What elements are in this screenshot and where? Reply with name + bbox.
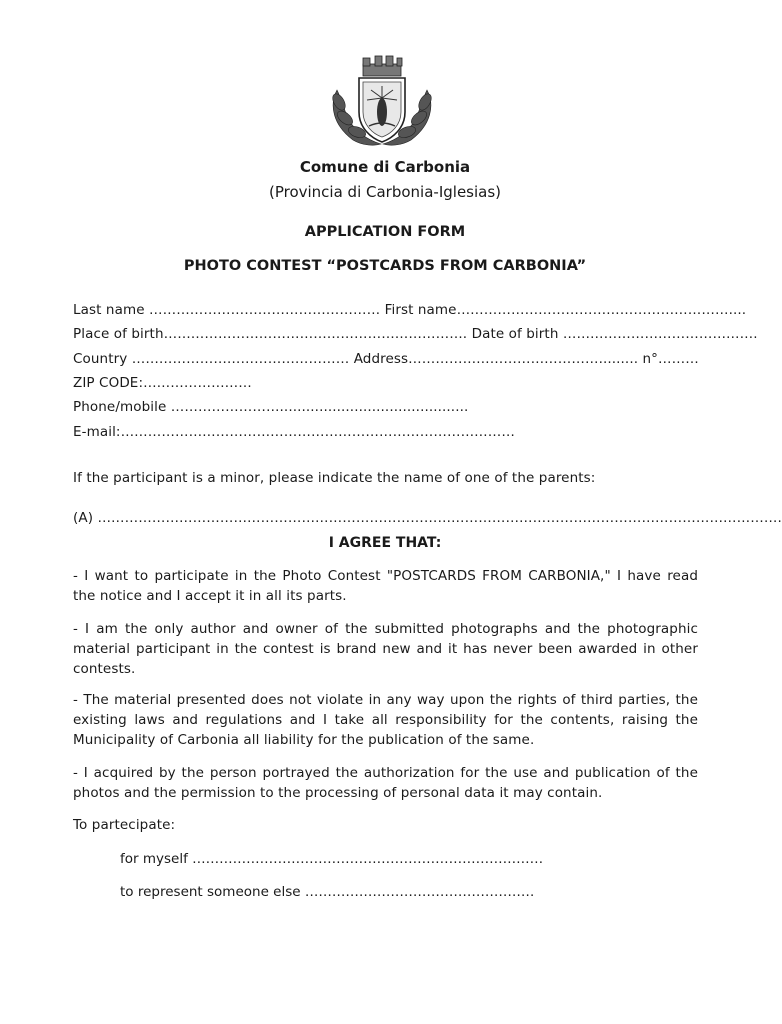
agreement-heading: I AGREE THAT:	[328, 535, 442, 551]
participation-label: To partecipate:	[73, 817, 176, 833]
minor-question: If the participant is a minor, please indicate the name of one of the parents:	[73, 470, 596, 486]
address-field-line[interactable]: Country ………………………………………… Address……………………………………......... n°………	[73, 351, 699, 367]
province-subtitle: (Provincia di Carbonia-Iglesias)	[268, 183, 502, 201]
name-field-line[interactable]: Last name …………………………………………… First name……………………………………………………....	[73, 302, 747, 318]
participate-other-line[interactable]: to represent someone else ……………………………………………	[120, 884, 535, 900]
agreement-clause: - I am the only author and owner of the submitted photographs and the photographic material participant in the contest is brand new and it has never been awarded in other contests.	[73, 621, 698, 677]
agreement-clause: - The material presented does not violate in any way upon the rights of third parties, the existing laws and regulations and I take all responsibility for the contents, raising the Municipality of Carbonia all liability for the publication of the same.	[73, 692, 698, 748]
email-field-line[interactable]: E-mail:……………………………………………………………………………	[73, 424, 515, 440]
zip-field-line[interactable]: ZIP CODE:……………………	[73, 375, 252, 391]
parent-name-line[interactable]: (A) …………………………………………………………………………………………………………………………………….	[73, 510, 782, 526]
municipality-title: Comune di Carbonia	[299, 158, 471, 176]
agreement-clause: - I acquired by the person portrayed the authorization for the use and publication of the photos and the permission to the processing of personal data it may contain.	[73, 765, 698, 801]
birth-field-line[interactable]: Place of birth…………………………………………………………. Date of birth …………………………………….	[73, 326, 758, 342]
phone-field-line[interactable]: Phone/mobile ……………………...........................................	[73, 399, 469, 415]
agreement-clause: - I want to participate in the Photo Contest "POSTCARDS FROM CARBONIA," I have read the notice and I accept it in all its parts.	[73, 568, 698, 604]
contest-title: PHOTO CONTEST “POSTCARDS FROM CARBONIA”	[183, 258, 587, 274]
form-title: APPLICATION FORM	[304, 224, 466, 240]
participate-myself-line[interactable]: for myself ……………………………………………………………………	[120, 851, 544, 867]
coat-of-arms-logo	[323, 50, 441, 150]
